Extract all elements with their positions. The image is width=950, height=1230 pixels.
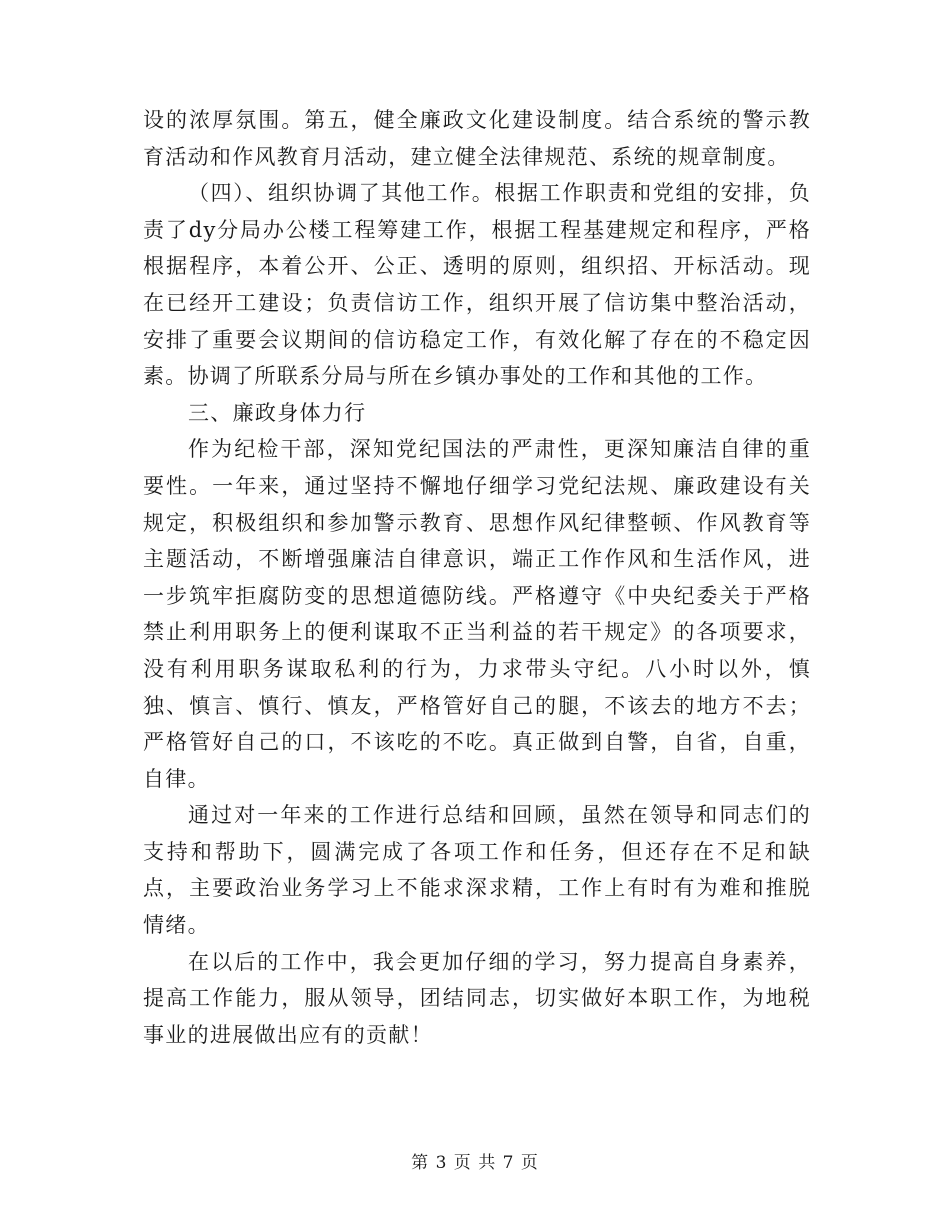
document-body	[143, 102, 811, 1053]
paragraph-integrity: 作为纪检干部，深知党纪国法的严肃性，更深知廉洁自律的重要性。一年来，通过坚持不懈地仔细学习党纪法规、廉政建设有关规定，积极组织和参加警示教育、思想作风纪律整顿、作风教育等主题活动，不断增强廉洁自律意识，端正工作作风和生活作风，进一步筑牢拒腐防变的思想道德防线。严格遵守《中央纪委关于严格禁止利用职务上的便利谋取不正当利益的若干规定》的各项要求，没有利用职务谋取私利的行为，力求带头守纪。八小时以外，慎独、慎言、慎行、慎友，严格管好自己的腿，不该去的地方不去；严格管好自己的口，不该吃的不吃。真正做到自警，自省，自重，自律。	[143, 437, 811, 791]
paragraph-future-work: 在以后的工作中，我会更加仔细的学习，努力提高自身素养，提高工作能力，服从领导，团结同志，切实做好本职工作，为地税事业的进展做出应有的贡献！	[143, 949, 811, 1047]
page-footer: 第 3 页 共 7 页	[411, 1153, 539, 1173]
section-heading-three: 三、廉政身体力行	[188, 400, 367, 425]
paragraph-section-four: （四）、组织协调了其他工作。根据工作职责和党组的安排，负责了dy分局办公楼工程筹建工作，根据工程基建规定和程序，严格根据程序，本着公开、公正、透明的原则，组织招、开标活动。现在已经开工建设；负责信访工作，组织开展了信访集中整治活动，安排了重要会议期间的信访稳定工作，有效化解了存在的不稳定因素。协调了所联系分局与所在乡镇办事处的工作和其他的工作。	[143, 181, 811, 389]
paragraph-continuation: 设的浓厚氛围。第五，健全廉政文化建设制度。结合系统的警示教育活动和作风教育月活动，建立健全法律规范、系统的规章制度。	[143, 108, 811, 169]
paragraph-review: 通过对一年来的工作进行总结和回顾，虽然在领导和同志们的支持和帮助下，圆满完成了各项工作和任务，但还存在不足和缺点，主要政治业务学习上不能求深求精，工作上有时有为难和推脱情绪。	[143, 803, 811, 938]
